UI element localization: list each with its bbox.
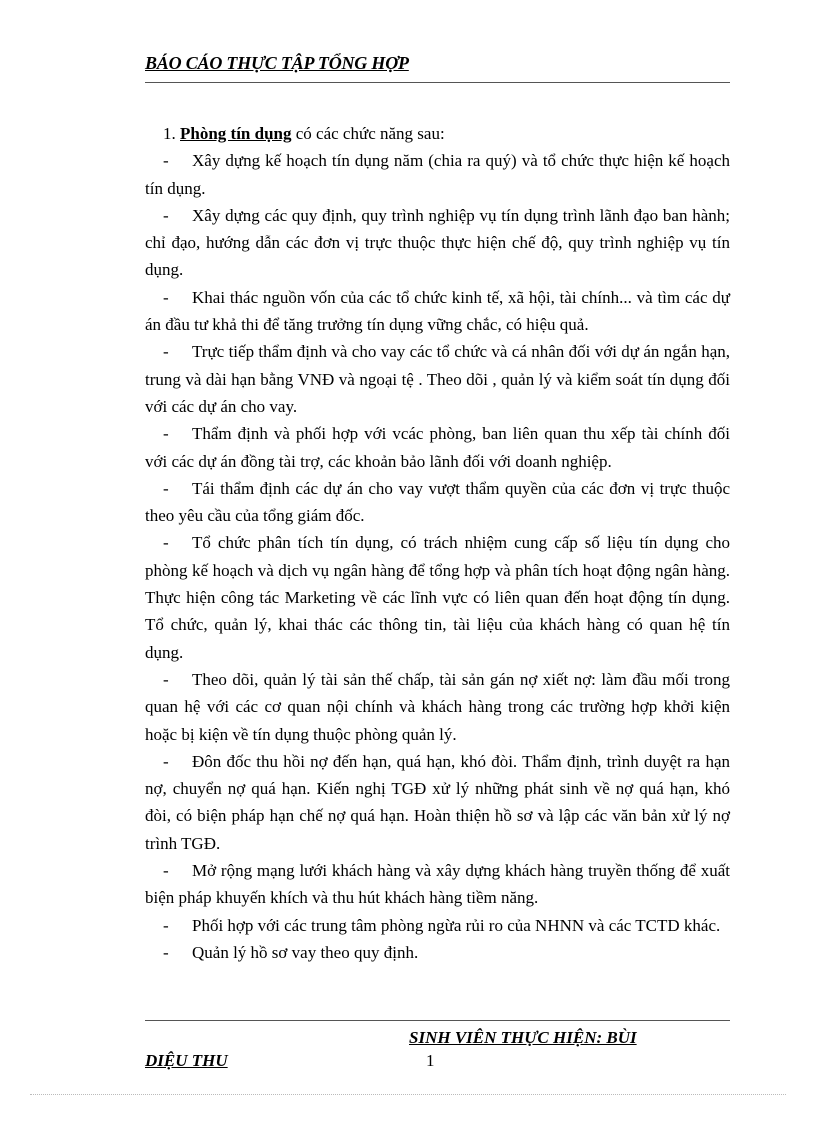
footer-rule <box>145 1020 730 1021</box>
function-item <box>145 202 730 284</box>
function-item <box>145 912 730 939</box>
function-item <box>145 939 730 966</box>
function-item <box>145 529 730 665</box>
function-item <box>145 420 730 475</box>
section-intro <box>145 120 730 147</box>
function-item <box>145 666 730 748</box>
function-item-text: Tổ chức phân tích tín dụng, có trách nhiệm cung cấp số liệu tín dụng cho phòng kế hoạch và dịch vụ ngân hàng để tổng hợp và phân tích hoạt động ngân hàng. Thực hiện công tác Marketing về các lĩnh vực có liên quan đến hoạt động tín dụng. Tổ chức, quản lý, khai thác các thông tin, tài liệu của khách hàng có quan hệ tín dụng. <box>145 533 730 662</box>
function-item-text: Khai thác nguồn vốn của các tổ chức kinh tế, xã hội, tài chính... và tìm các dự án đầu tư khả thi để tăng trưởng tín dụng vững chắc, có hiệu quả. <box>145 287 730 335</box>
page-number: 1 <box>426 1051 435 1070</box>
bullet-dash: - <box>163 861 169 881</box>
function-item <box>145 748 730 857</box>
function-item <box>145 147 730 202</box>
function-item <box>145 338 730 420</box>
bullet-dash: - <box>163 287 169 307</box>
bullet-dash: - <box>163 342 169 362</box>
bullet-dash: - <box>163 942 169 962</box>
bullet-dash: - <box>163 478 169 498</box>
function-item-text: Xây dựng các quy định, quy trình nghiệp vụ tín dụng trình lãnh đạo ban hành; chỉ đạo, hướng dẫn các đơn vị trực thuộc thực hiện chế độ, quy trình nghiệp vụ tín dụng. <box>145 205 730 280</box>
function-item-text: Quản lý hồ sơ vay theo quy định. <box>192 942 419 962</box>
bullet-dash: - <box>163 915 169 935</box>
function-item <box>145 284 730 339</box>
document-body <box>145 120 730 966</box>
function-item <box>145 857 730 912</box>
function-item-text: Xây dựng kế hoạch tín dụng năm (chia ra quý) và tổ chức thực hiện kế hoạch tín dụng. <box>145 151 730 198</box>
function-item-text: Theo dõi, quản lý tài sản thế chấp, tài sản gán nợ xiết nợ: làm đầu mối trong quan hệ với các cơ quan nội chính và khách hàng trong các trường hợp khởi kiện hoặc bị kiện về tín dụng thuộc phòng quản lý. <box>145 669 730 744</box>
footer-author-line2: DIỆU THU <box>145 1051 228 1070</box>
bullet-dash: - <box>163 669 169 689</box>
page-bottom-border <box>30 1094 786 1095</box>
function-item-text: Đôn đốc thu hồi nợ đến hạn, quá hạn, khó đòi. Thẩm định, trình duyệt ra hạn nợ, chuyển nợ quá hạn. Kiến nghị TGĐ xử lý những phát sinh về nợ quá hạn, khó đòi, có biện pháp hạn chế nợ quá hạn. Hoàn thiện hồ sơ và lập các văn bản xử lý nợ trình TGĐ. <box>145 751 730 853</box>
function-item-text: Tái thẩm định các dự án cho vay vượt thẩm quyền của các đơn vị trực thuộc theo yêu cầu của tổng giám đốc. <box>145 478 730 526</box>
section-intro-text: có các chức năng sau: <box>295 124 445 143</box>
function-item-text: Mở rộng mạng lưới khách hàng và xây dựng khách hàng truyền thống để xuất biện pháp khuyến khích và thu hút khách hàng tiềm năng. <box>145 861 730 908</box>
footer-author-line1: SINH VIÊN THỰC HIỆN: BÙI <box>409 1028 637 1047</box>
page-header-title: BÁO CÁO THỰC TẬP TỔNG HỢP <box>145 53 409 73</box>
function-list <box>145 147 730 966</box>
function-item-text: Thẩm định và phối hợp với vcác phòng, ban liên quan thu xếp tài chính đối với các dự án đồng tài trợ, các khoản bảo lãnh đối với doanh nghiệp. <box>145 424 730 471</box>
function-item-text: Trực tiếp thẩm định và cho vay các tổ chức và cá nhân đối với dự án ngắn hạn, trung và dài hạn bằng VNĐ và ngoại tệ . Theo dõi , quản lý và kiểm soát tín dụng đối với các dự án cho vay. <box>145 342 730 416</box>
bullet-dash: - <box>163 751 169 771</box>
section-number: 1. <box>163 124 176 143</box>
section-label: Phòng tín dụng <box>180 124 292 143</box>
bullet-dash: - <box>163 533 169 553</box>
function-item-text: Phối hợp với các trung tâm phòng ngừa rủi ro của NHNN và các TCTD khác. <box>192 915 721 935</box>
header-rule <box>145 82 730 83</box>
bullet-dash: - <box>163 205 169 225</box>
bullet-dash: - <box>163 151 169 171</box>
bullet-dash: - <box>163 424 169 444</box>
function-item <box>145 475 730 530</box>
